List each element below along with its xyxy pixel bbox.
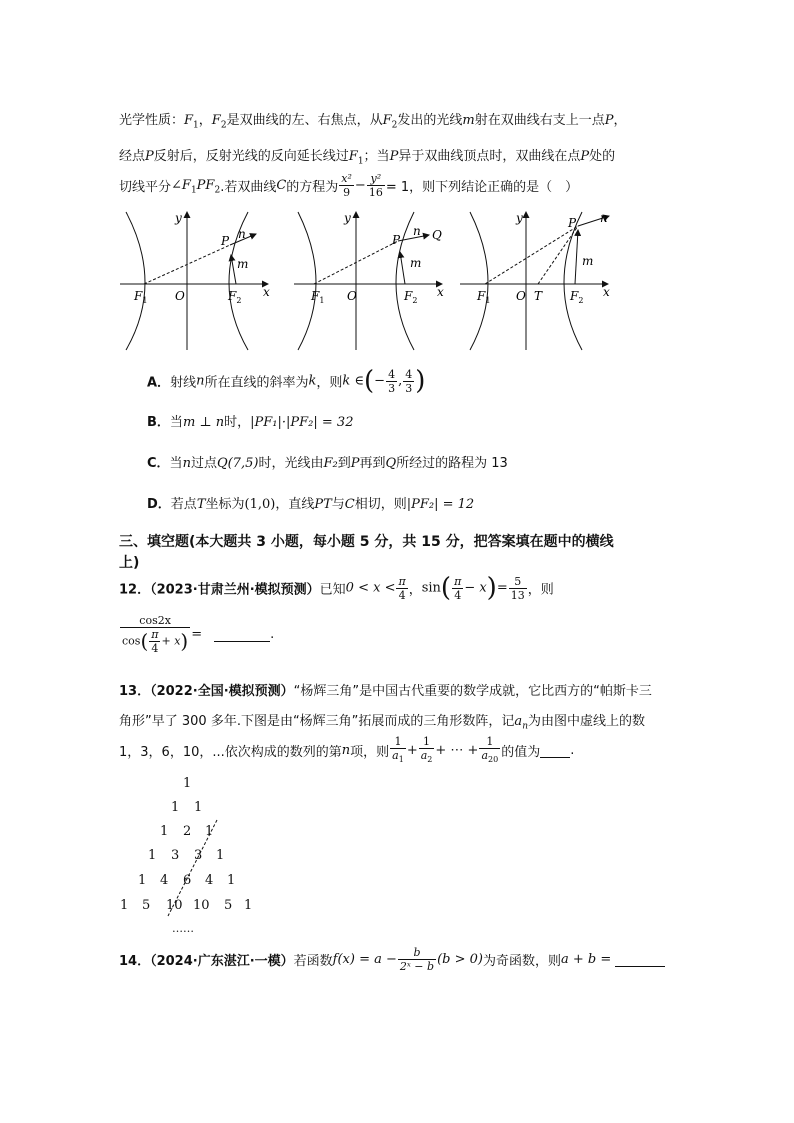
triangle-cell: 10	[193, 898, 210, 913]
text: 射在双曲线右支上一点	[474, 113, 605, 128]
question-13-line-3	[119, 735, 574, 766]
left-branch	[298, 212, 316, 350]
text: ，	[408, 582, 422, 598]
triangle-cell: 1	[216, 848, 225, 863]
math-sub: 1	[193, 120, 199, 131]
math: F	[348, 149, 358, 164]
numerator: b	[398, 946, 436, 960]
triangle-cell: 1	[205, 824, 214, 839]
numerator: y²	[367, 172, 385, 186]
denominator: 4	[151, 642, 159, 655]
plus-sign: +	[406, 743, 418, 759]
numerator: 5	[509, 575, 527, 589]
math: a + b =	[560, 952, 612, 967]
triangle-cell: 3	[171, 848, 180, 863]
fraction-x2-9	[339, 172, 354, 199]
open-paren: (	[440, 573, 452, 603]
denominator: 3	[405, 381, 413, 395]
math: P	[389, 149, 399, 164]
denominator	[120, 628, 190, 655]
minus-sign: −	[374, 373, 386, 389]
intro-line-2	[119, 145, 615, 167]
text: 过点	[190, 456, 217, 471]
text: 当	[169, 415, 183, 430]
text: 处的	[589, 149, 616, 164]
math-sub: 20	[488, 755, 499, 765]
close-paren: )	[486, 573, 497, 603]
label-n: n	[600, 211, 608, 225]
triangle-cell: 1	[138, 873, 147, 888]
triangle-cell: 1	[227, 873, 236, 888]
text: “杨辉三角”是中国古代重要的数学成就，它比西方的“帕斯卡三	[293, 684, 652, 699]
fraction-1-a2	[419, 735, 435, 766]
label-m: m	[237, 257, 249, 271]
label-y: y	[516, 211, 523, 225]
question-number: 12．	[119, 582, 151, 598]
triangle-cell: 2	[183, 824, 192, 839]
triangle-cell: 1	[148, 848, 157, 863]
label-f2: $F_2$	[570, 289, 584, 305]
text: .若双曲线	[220, 180, 277, 195]
question-12-line-2	[119, 614, 274, 655]
text: 项，则	[350, 745, 390, 761]
label-t: T	[534, 289, 543, 303]
text: ，	[198, 113, 212, 128]
fraction-5-13	[509, 575, 527, 602]
label-x: x	[603, 285, 610, 299]
text: 切线平分	[119, 180, 172, 195]
fraction-pi-4	[149, 628, 160, 655]
triangle-dots: ……	[172, 922, 194, 935]
denominator: 13	[510, 588, 525, 602]
figure-3	[458, 208, 618, 353]
label-n: n	[413, 224, 421, 238]
question-12-line-1	[119, 573, 554, 603]
text: 射线	[170, 375, 197, 391]
equals: =	[496, 580, 508, 596]
math: ∠F	[171, 178, 191, 193]
text: 到	[337, 456, 351, 471]
fraction-b-2x-b	[398, 946, 436, 973]
question-13-line-1	[119, 680, 652, 699]
close-paren: )	[180, 629, 189, 653]
math: k	[308, 373, 317, 389]
numerator: 1	[419, 735, 435, 749]
label-f2: $F_2$	[228, 289, 242, 305]
label-o: O	[516, 289, 526, 303]
option-label: C．	[147, 456, 170, 471]
option-b	[147, 411, 353, 430]
label-p: P	[568, 216, 577, 230]
text: 是双曲线的左、右焦点，从	[226, 113, 383, 128]
math: PF	[196, 178, 215, 193]
question-number: 14．	[119, 954, 151, 969]
triangle-cell: 1	[183, 776, 192, 791]
question-14-line-1	[119, 946, 665, 973]
text: ，则	[316, 375, 343, 391]
math: P	[145, 149, 154, 164]
text: 相切，则	[354, 497, 407, 512]
section-3-heading-line-2: 上)	[119, 555, 140, 571]
label-f2: $F_2$	[404, 289, 418, 305]
math-sub: 1	[190, 185, 197, 196]
option-c	[147, 452, 508, 471]
label-f1: $F_1$	[477, 289, 491, 305]
text: ，	[613, 113, 627, 128]
label-x: x	[437, 285, 444, 299]
text: ；当	[363, 149, 390, 164]
fraction-cos2x	[120, 614, 190, 655]
triangle-cell: 1	[160, 824, 169, 839]
label-m: m	[410, 256, 422, 270]
comma: ,	[398, 373, 403, 389]
text: 再到	[359, 456, 386, 471]
text: = 1，则下列结论正确的是（ ）	[385, 180, 579, 195]
equals: =	[191, 627, 203, 642]
text: .	[570, 743, 575, 759]
label-f1: $F_1$	[134, 289, 148, 305]
label-p: P	[221, 234, 230, 248]
text: 发出的光线	[397, 113, 463, 128]
question-number: 13．	[119, 684, 151, 699]
math: m ⊥ n	[182, 415, 225, 430]
text: 为由图中虚线上的数	[527, 714, 645, 729]
math: n	[341, 743, 351, 759]
math: F	[184, 113, 194, 128]
triangle-cell: 1	[244, 898, 253, 913]
numerator: 4	[405, 367, 413, 381]
denominator: 16	[368, 186, 383, 199]
math: |PF₁|·|PF₂| = 32	[250, 415, 354, 430]
label-n: n	[238, 227, 246, 241]
text: ，则	[527, 582, 554, 598]
math-sub: 2	[391, 120, 398, 131]
question-13-line-2	[119, 710, 645, 732]
text: 已知	[319, 582, 346, 598]
open-paren: (	[140, 629, 149, 653]
denominator	[419, 749, 435, 766]
math: cos	[122, 634, 141, 648]
numerator: 4	[388, 367, 396, 381]
math: P	[350, 456, 360, 471]
triangle-cell: 1	[194, 800, 203, 815]
math: P	[604, 113, 614, 128]
math-sub: 2	[427, 755, 433, 765]
text: 所在直线的斜率为	[204, 375, 309, 391]
math: F	[382, 113, 392, 128]
numerator: cos2x	[120, 614, 190, 628]
denominator: 4	[398, 588, 406, 602]
option-label: B．	[147, 415, 170, 430]
text: ，直线	[275, 497, 315, 512]
minus-sign: −	[354, 178, 366, 193]
math: n	[182, 456, 191, 471]
fraction-pi-4	[452, 575, 463, 602]
label-y: y	[344, 211, 351, 225]
math: PT	[314, 497, 332, 512]
text: 时，	[224, 415, 251, 430]
label-o: O	[347, 289, 357, 303]
denominator	[479, 749, 500, 766]
math: (b > 0)	[437, 952, 483, 967]
numerator: π	[151, 628, 159, 641]
math-sub: 2	[214, 185, 221, 196]
option-label: D．	[147, 497, 171, 512]
triangle-cell: 4	[160, 873, 169, 888]
math: + x	[161, 634, 181, 648]
math: C	[344, 497, 355, 512]
label-y: y	[175, 211, 182, 225]
fraction-1-a1	[390, 735, 406, 766]
ray-m	[575, 230, 578, 284]
math: a	[481, 749, 488, 762]
left-branch	[126, 212, 148, 350]
math: sin	[421, 580, 441, 596]
math-sub: 2	[220, 120, 227, 131]
question-source: （2024·广东湛江·一模）	[150, 954, 294, 969]
denominator: 3	[388, 381, 396, 395]
text: 所经过的路程为 13	[396, 456, 508, 471]
fraction-pi-4	[396, 575, 407, 602]
math: T	[196, 497, 206, 512]
text: 光学性质：	[119, 113, 185, 128]
text: 经点	[119, 149, 146, 164]
numerator: x²	[341, 172, 352, 185]
text: 的值为	[501, 745, 541, 761]
text: 若点	[170, 497, 197, 512]
numerator: 1	[390, 735, 406, 749]
ray-m	[400, 252, 405, 284]
figure-1	[118, 208, 283, 353]
open-paren: (	[364, 366, 375, 396]
denominator	[390, 749, 406, 766]
numerator: π	[398, 574, 406, 588]
triangle-cell: 1	[171, 800, 180, 815]
text: 异于双曲线顶点时，双曲线在点	[398, 149, 581, 164]
math: a	[420, 749, 428, 762]
triangle-cell: 1	[120, 898, 129, 913]
text: 当	[169, 456, 183, 471]
math-sub: n	[522, 721, 528, 732]
math: a	[514, 714, 523, 729]
section-3-heading-line-1: 三、填空题(本大题共 3 小题，每小题 5 分，共 15 分，把答案填在题中的横线	[119, 534, 614, 550]
denominator: 2ˣ − b	[399, 960, 435, 973]
triangle-cell: 6	[183, 873, 192, 888]
answer-blank[interactable]	[615, 952, 665, 967]
plus-sign: + ⋯ +	[435, 743, 479, 759]
math: Q(7,5)	[216, 456, 259, 471]
figure-2	[292, 208, 452, 353]
text: 坐标为	[205, 497, 245, 512]
denominator: 9	[343, 186, 351, 199]
math: n	[196, 373, 205, 389]
answer-blank[interactable]	[214, 627, 270, 642]
math: (1,0)	[244, 497, 276, 512]
math: P	[580, 149, 590, 164]
denominator: 4	[454, 588, 462, 602]
math-sub: 1	[398, 755, 404, 765]
math: Q	[385, 456, 397, 471]
math: 0 < x <	[345, 580, 396, 596]
text: 时，光线由	[258, 456, 324, 471]
math: F₂	[323, 456, 338, 471]
text: 若函数	[293, 954, 333, 969]
fraction-4-3	[403, 368, 414, 395]
math: |PF₂| = 12	[406, 497, 475, 512]
text: 的方程为	[286, 180, 339, 195]
text: 反射后，反射光线的反向延长线过	[153, 149, 349, 164]
text: 为奇函数，则	[482, 954, 561, 969]
label-p: P	[392, 233, 401, 247]
label-m: m	[582, 254, 594, 268]
question-source: （2022·全国·模拟预测）	[150, 684, 294, 699]
answer-blank[interactable]	[540, 743, 570, 758]
fraction-4-3	[386, 368, 397, 395]
text: 1，3，6，10，...依次构成的数列的第	[119, 745, 342, 761]
ray-m	[231, 255, 236, 284]
math: m	[462, 113, 475, 128]
option-a	[147, 366, 425, 396]
label-x: x	[263, 285, 270, 299]
numerator: π	[454, 574, 462, 588]
intro-line-1	[119, 109, 626, 131]
math: − x	[464, 580, 487, 596]
question-source: （2023·甘肃兰州·模拟预测）	[150, 582, 320, 598]
left-branch	[470, 212, 491, 350]
math-sub: 1	[357, 156, 364, 167]
math: C	[276, 178, 287, 193]
close-paren: )	[415, 366, 426, 396]
label-q: Q	[432, 228, 442, 242]
intro-line-3	[119, 172, 578, 199]
label-f1: $F_1$	[311, 289, 325, 305]
math: F	[211, 113, 221, 128]
dashed-diagonal	[110, 776, 280, 936]
label-o: O	[175, 289, 185, 303]
text: 角形”早了 300 多年.下图是由“杨辉三角”拓展而成的三角形数阵，记	[119, 714, 515, 729]
triangle-cell: 5	[142, 898, 151, 913]
fraction-1-a20	[479, 735, 500, 766]
triangle-cell: 3	[194, 848, 203, 863]
triangle-cell: 4	[205, 873, 214, 888]
fraction-y2-16	[367, 172, 385, 199]
text: 与	[331, 497, 345, 512]
option-d	[147, 493, 474, 512]
triangle-cell: 5	[224, 898, 233, 913]
triangle-cell: 10	[166, 898, 183, 913]
numerator: 1	[479, 735, 500, 749]
yanghui-triangle	[110, 776, 280, 936]
option-label: A．	[147, 375, 171, 391]
text: .	[270, 627, 275, 642]
math: f(x) = a −	[332, 952, 397, 967]
math: k ∈	[342, 373, 365, 389]
math: a	[392, 749, 399, 762]
